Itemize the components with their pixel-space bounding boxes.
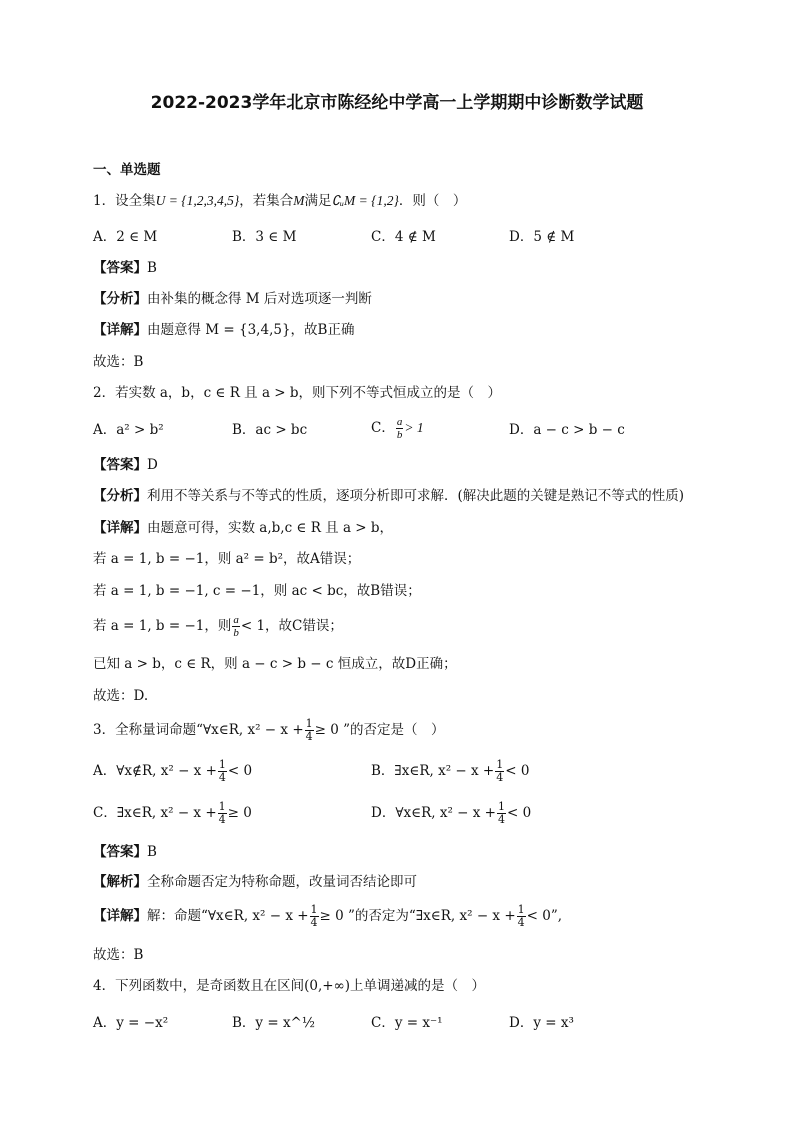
q1-option-c: C．4 ∉ M (371, 229, 436, 245)
q3-answer: 【答案】B (93, 844, 157, 860)
q4-stem: 4．下列函数中，是奇函数且在区间(0,+∞)上单调递减的是（ ） (93, 978, 486, 994)
q2-line-4: 已知 a > b，c ∈ R，则 a − c > b − c 恒成立，故D正确； (93, 656, 457, 672)
q2-stem: 2．若实数 a，b，c ∈ R 且 a > b，则下列不等式恒成立的是（ ） (93, 385, 502, 401)
q1-stem: 1．设全集U = {1,2,3,4,5}，若集合M满足∁ᵤM = {1,2}．则（ ） (93, 193, 467, 209)
q1-option-d: D．5 ∉ M (509, 229, 575, 245)
q2-line-2: 若 a = 1, b = −1, c = −1，则 ac < bc，故B错误； (93, 583, 421, 599)
q4-option-a: A．y = −x² (93, 1015, 169, 1031)
q3-choose: 故选：B (93, 947, 144, 963)
q4-option-c: C．y = x⁻¹ (371, 1015, 443, 1031)
q3-option-a: A．∀x∉R, x² − x + $\frac{1}{4}$ < 0 (93, 758, 253, 784)
page-title: 2022-2023学年北京市陈经纶中学高一上学期期中诊断数学试题 (150, 93, 644, 113)
q2-analysis: 【分析】利用不等关系与不等式的性质，逐项分析即可求解．(解决此题的关键是熟记不等式的性质) (93, 488, 685, 504)
q1-option-a: A．2 ∈ M (93, 229, 158, 245)
q3-option-b: B．∃x∈R, x² − x + $\frac{1}{4}$ < 0 (371, 758, 530, 784)
q3-option-c: C．∃x∈R, x² − x + $\frac{1}{4}$ ≥ 0 (93, 800, 252, 826)
q3-jiexi: 【解析】全称命题否定为特称命题，改量词否结论即可 (93, 874, 417, 890)
q2-line-3: 若 a = 1, b = −1，则 $\frac{a}{b}$ < 1，故C错误； (93, 614, 343, 639)
q2-answer: 【答案】D (93, 457, 158, 473)
q4-option-d: D．y = x³ (509, 1015, 574, 1031)
q3-option-d: D．∀x∈R, x² − x + $\frac{1}{4}$ < 0 (371, 800, 532, 826)
q2-option-d: D．a − c > b − c (509, 422, 625, 438)
q2-choose: 故选：D. (93, 688, 149, 704)
section-heading: 一、单选题 (93, 162, 161, 178)
q1-option-b: B．3 ∈ M (232, 229, 297, 245)
q1-choose: 故选：B (93, 354, 144, 370)
q2-line-1: 若 a = 1, b = −1，则 a² = b²，故A错误； (93, 551, 361, 567)
q2-detail: 【详解】由题意可得，实数 a,b,c ∈ R 且 a > b， (93, 520, 394, 536)
q1-answer: 【答案】B (93, 260, 157, 276)
q2-option-c: C． $\frac{a}{b}$ > 1 (371, 416, 424, 441)
q2-option-a: A．a² > b² (93, 422, 164, 438)
q3-detail: 【详解】解：命题“∀x∈R, x² − x + $\frac{1}{4}$ ≥ 0 ”的否定为“∃x∈R, x² − x + $\frac{1}{4}$ < 0”, (93, 903, 563, 929)
q2-option-b: B．ac > bc (232, 422, 308, 438)
q1-analysis: 【分析】由补集的概念得 M 后对选项逐一判断 (93, 291, 372, 307)
q1-detail: 【详解】由题意得 M = {3,4,5}，故B正确 (93, 322, 355, 338)
q3-stem: 3．全称量词命题“∀x∈R, x² − x + $\frac{1}{4}$ ≥ 0 ”的否定是（ ） (93, 717, 445, 743)
q4-option-b: B．y = x^½ (232, 1015, 315, 1031)
